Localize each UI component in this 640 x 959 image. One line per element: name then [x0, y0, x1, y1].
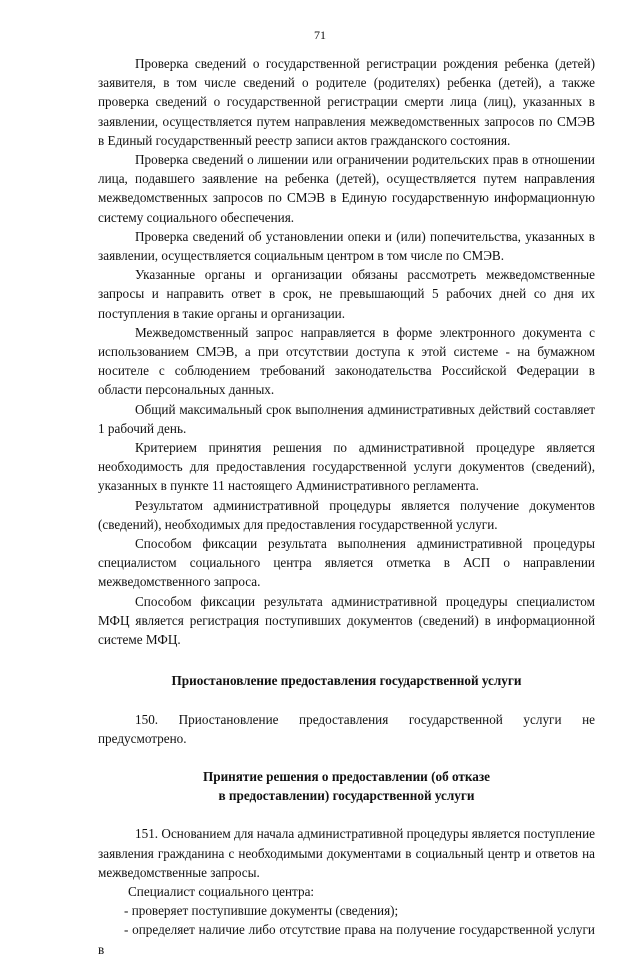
- section-heading-decision-line2: в предоставлении) государственной услуги: [218, 788, 475, 804]
- paragraph-procedure-result: Результатом административной процедуры является получение документов (сведений), необходимых для предоставления государственной услуги.: [98, 497, 595, 532]
- paragraph-guardianship-check: Проверка сведений об установлении опеки и (или) попечительства, указанных в заявлении, осуществляется социальным центром в том числе по СМЭВ.: [98, 228, 595, 264]
- paragraph-fixation-mfc: Способом фиксации результата административной процедуры специалистом МФЦ является регистрация поступивших документов (сведений) в информационной системе МФЦ.: [98, 593, 595, 648]
- section-heading-decision-line1: Принятие решения о предоставлении (об отказе: [202, 768, 490, 784]
- section-heading-suspension: Приостановление предоставления государственной услуги: [171, 673, 522, 689]
- paragraph-request-form: Межведомственный запрос направляется в форме электронного документа с использованием СМЭВ, а при отсутствии доступа к этой системе - на бумажном носителе с соблюдением требований законодательства Российской Федерации в области персональных данных.: [98, 324, 595, 398]
- paragraph-decision-criterion: Критерием принятия решения по административной процедуре является необходимость для предоставления государственной услуги документов (сведений), указанных в пункте 11 настоящего Административного регламента.: [98, 440, 595, 494]
- paragraph-fixation-social-center: Способом фиксации результата выполнения административной процедуры специалистом социального центра является отметка в АСП о направлении межведомственного запроса.: [98, 536, 595, 590]
- spacer: [98, 649, 595, 671]
- specialist-intro: Специалист социального центра:: [128, 883, 315, 899]
- spacer: [98, 748, 595, 767]
- paragraph-150: 150. Приостановление предоставления государственной услуги не предусмотрено.: [98, 711, 595, 746]
- spacer: [98, 691, 595, 710]
- list-item: - проверяет поступившие документы (сведения);: [124, 903, 399, 919]
- page-body: [98, 54, 595, 959]
- page-number: 71: [314, 28, 326, 42]
- paragraph-151: 151. Основанием для начала административной процедуры является поступление заявления гражданина с необходимыми документами в социальный центр и ответов на межведомственные запросы.: [98, 826, 595, 880]
- spacer: [98, 805, 595, 824]
- paragraph-parental-rights-check: Проверка сведений о лишении или ограничении родительских прав в отношении лица, подавшего заявление на ребенка (детей), осуществляется путем направления межведомственных запросов по СМЭВ в Единую государственную информационную систему социального обеспечения.: [98, 152, 595, 225]
- list-item: - определяет наличие либо отсутствие права на получение государственной услуги в: [98, 922, 595, 957]
- paragraph-total-duration: Общий максимальный срок выполнения административных действий составляет 1 рабочий день.: [98, 401, 595, 436]
- paragraph-response-deadline: Указанные органы и организации обязаны рассмотреть межведомственные запросы и направить ответ в срок, не превышающий 5 рабочих дней со дня их поступления в такие органы и организации.: [98, 267, 595, 321]
- paragraph-civil-registry-check: Проверка сведений о государственной регистрации рождения ребенка (детей) заявителя, в том числе сведений о родителе (родителях) ребенка (детей), а также проверка сведений о государственной регистрации смерти лица (лиц), указанных в заявлении, осуществляется путем направления межведомственных запросов по СМЭВ в Единый государственный реестр записи актов гражданского состояния.: [98, 56, 595, 148]
